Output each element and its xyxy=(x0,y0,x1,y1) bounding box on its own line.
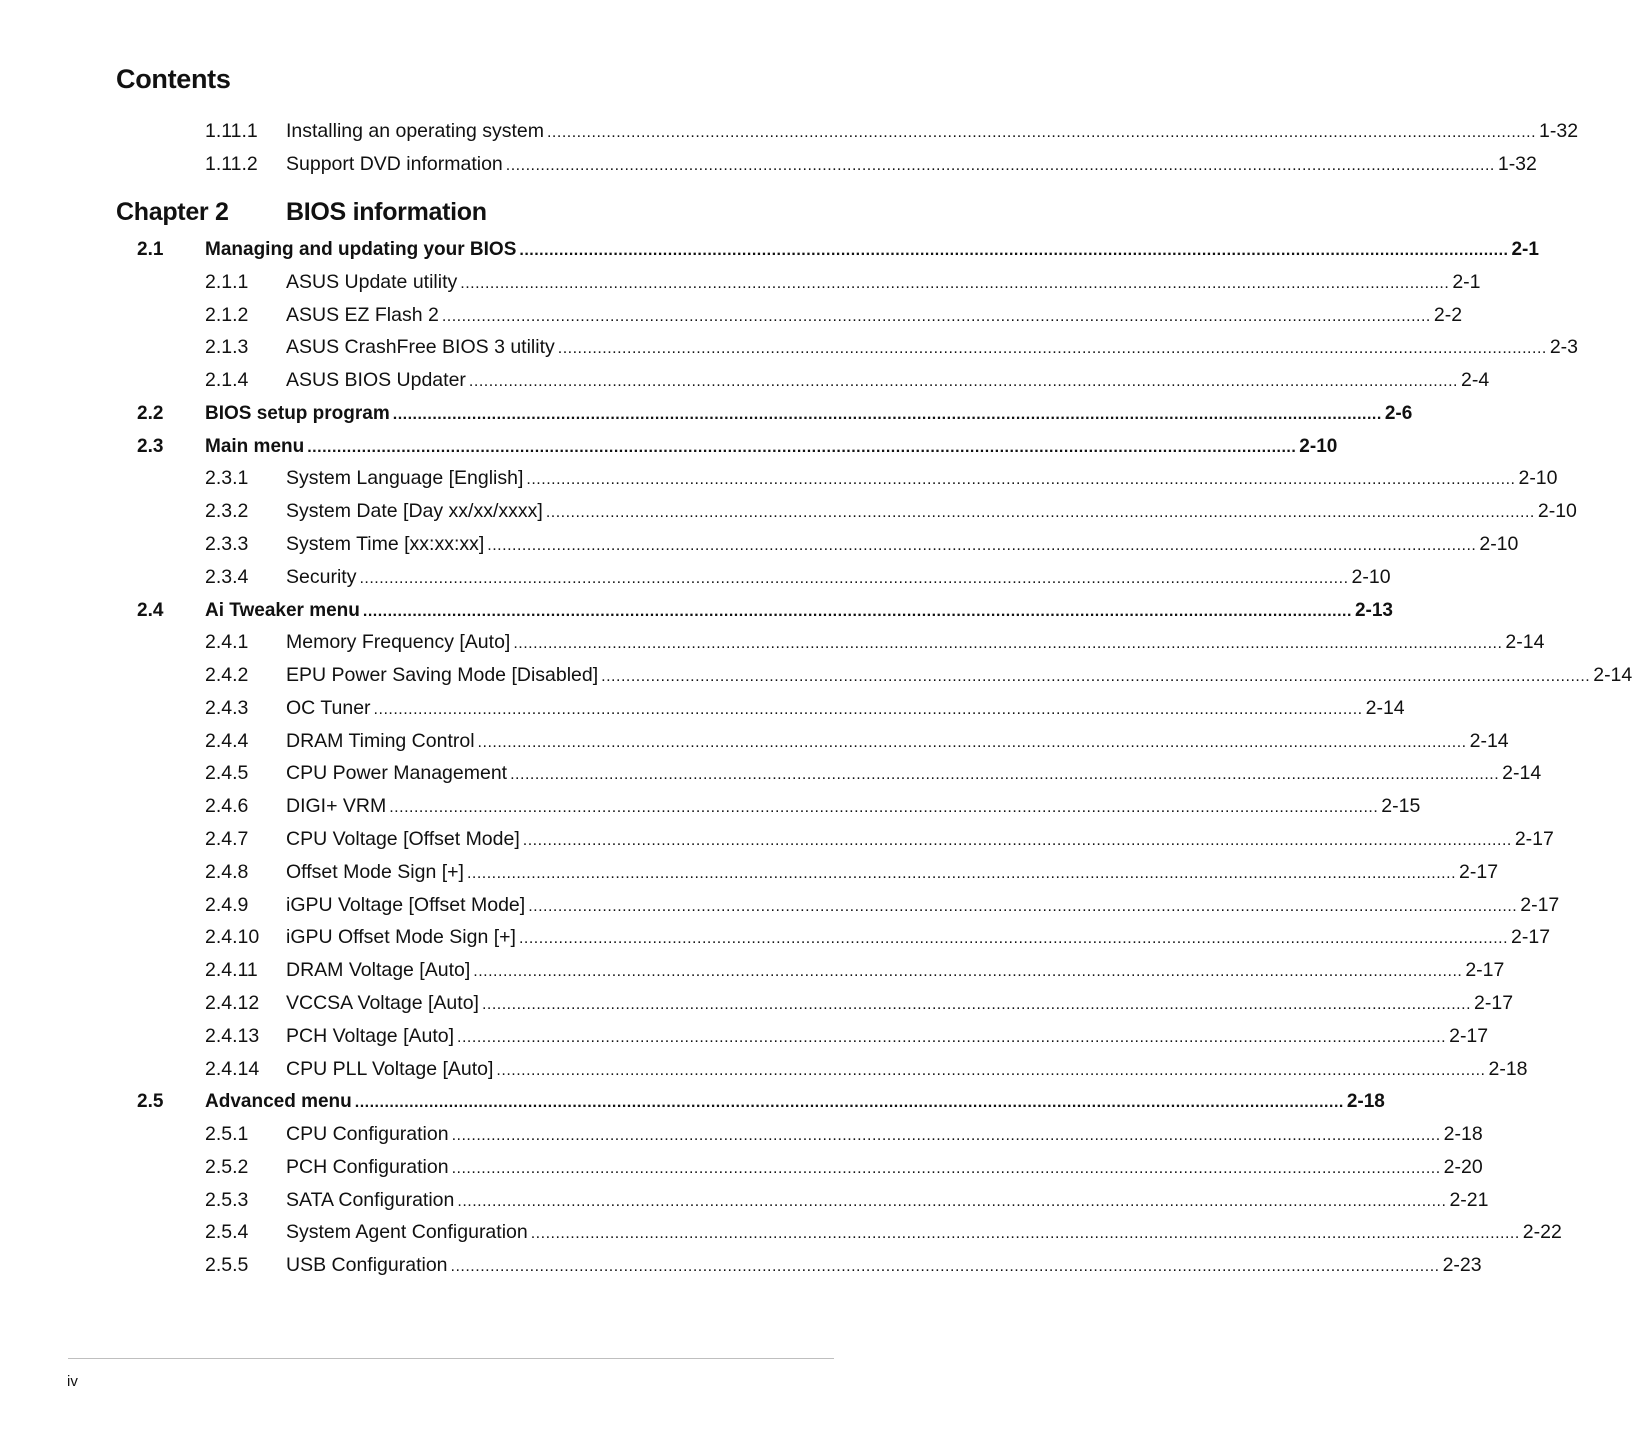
page-title: Contents xyxy=(116,64,231,94)
toc-subsection-row[interactable] xyxy=(0,331,1579,364)
toc-subsection-row[interactable] xyxy=(0,921,1551,954)
toc-entry-number: 2.3.1 xyxy=(205,467,249,490)
toc-entry-number: 2.4.3 xyxy=(205,696,249,719)
toc-entry-title: Managing and updating your BIOS xyxy=(205,239,517,260)
dot-leader: ........................................................................................................................................................................................................ xyxy=(545,504,1535,522)
toc-entry-number: 2.5.5 xyxy=(205,1254,249,1277)
toc-entry-leader xyxy=(286,1118,1483,1152)
toc-subsection-row[interactable] xyxy=(0,889,1560,922)
dot-leader: ........................................................................................................................................................................................................ xyxy=(487,537,1477,555)
dot-leader: ........................................................................................................................................................................................................ xyxy=(359,569,1349,587)
toc-entry-leader xyxy=(205,397,1413,431)
toc-entry-leader xyxy=(286,757,1542,791)
dot-leader: ........................................................................................................................................................................................................ xyxy=(450,1258,1440,1276)
toc-entry-page: 2-17 xyxy=(1474,991,1514,1014)
dot-leader: ........................................................................................................................................................................................................ xyxy=(481,995,1472,1013)
toc-entry-leader xyxy=(286,1216,1562,1250)
toc-entry-number: 2.4.1 xyxy=(205,631,249,654)
dot-leader: ........................................................................................................................................................................................................ xyxy=(460,274,1450,292)
toc-entry-page: 1-32 xyxy=(1497,153,1537,176)
toc-entry-page: 2-18 xyxy=(1346,1091,1385,1113)
toc-entry-title: CPU Voltage [Offset Mode] xyxy=(286,828,520,851)
toc-subsection-row[interactable] xyxy=(0,1184,1489,1217)
toc-entry-leader xyxy=(286,954,1505,988)
toc-subsection-row[interactable] xyxy=(0,757,1542,790)
toc-entry-number: 2.4.10 xyxy=(205,926,260,949)
toc-entry-page: 2-3 xyxy=(1549,336,1579,359)
dot-leader: ........................................................................................................................................................................................................ xyxy=(530,1225,1520,1243)
toc-entry-title: Memory Frequency [Auto] xyxy=(286,631,511,654)
toc-subsection-row[interactable] xyxy=(0,364,1490,397)
toc-entry-leader xyxy=(286,1020,1489,1054)
toc-entry-number: 2.5.4 xyxy=(205,1221,249,1244)
toc-section-row[interactable] xyxy=(0,233,1539,266)
dot-leader: ........................................................................................................................................................................................................ xyxy=(441,307,1431,325)
chapter-title: BIOS information xyxy=(286,198,487,226)
toc-entry-page: 2-18 xyxy=(1443,1123,1483,1146)
toc-entry-leader xyxy=(286,1151,1483,1185)
toc-section-row[interactable] xyxy=(0,430,1338,463)
dot-leader: ........................................................................................................................................................................................................ xyxy=(307,438,1297,456)
toc-entry-title: iGPU Offset Mode Sign [+] xyxy=(286,926,516,949)
toc-entry-number: 2.4.8 xyxy=(205,860,249,883)
toc-entry-number: 2.1.3 xyxy=(205,336,249,359)
toc-entry-number: 1.11.2 xyxy=(205,153,258,176)
dot-leader: ........................................................................................................................................................................................................ xyxy=(513,635,1503,653)
toc-entry-page: 2-17 xyxy=(1514,828,1554,851)
toc-entry-number: 2.1.4 xyxy=(205,369,249,392)
toc-entry-page: 2-14 xyxy=(1365,696,1405,719)
toc-entry-page: 2-10 xyxy=(1479,533,1519,556)
toc-subsection-row[interactable] xyxy=(0,1020,1489,1053)
toc-subsection-row[interactable] xyxy=(0,528,1519,561)
toc-entry-number: 2.4 xyxy=(137,599,164,621)
toc-entry-page: 2-14 xyxy=(1469,729,1509,752)
toc-entry-number: 2.1.1 xyxy=(205,270,249,293)
toc-entry-page: 2-17 xyxy=(1520,893,1560,916)
toc-subsection-row[interactable] xyxy=(0,561,1391,594)
toc-entry-page: 2-21 xyxy=(1449,1188,1489,1211)
toc-entry-leader xyxy=(286,856,1499,890)
toc-entry-title: OC Tuner xyxy=(286,696,371,719)
toc-entry-number: 2.4.13 xyxy=(205,1024,260,1047)
toc-entry-title: Advanced menu xyxy=(205,1091,352,1113)
toc-entry-number: 2.4.6 xyxy=(205,795,249,818)
toc-entry-page: 2-13 xyxy=(1354,599,1393,621)
toc-entry-page: 2-17 xyxy=(1465,959,1505,982)
toc-entry-leader xyxy=(286,266,1481,300)
toc-entry-page: 2-10 xyxy=(1299,435,1338,457)
toc-subsection-row[interactable] xyxy=(0,148,1537,181)
toc-entry-number: 2.2 xyxy=(137,402,164,424)
toc-entry-leader xyxy=(286,889,1560,923)
dot-leader: ........................................................................................................................................................................................................ xyxy=(546,124,1537,141)
toc-subsection-row[interactable] xyxy=(0,1249,1482,1282)
toc-entry-number: 2.1.2 xyxy=(205,303,249,326)
toc-subsection-row[interactable] xyxy=(0,299,1463,332)
toc-subsection-row[interactable] xyxy=(0,1118,1483,1151)
toc-entry-page: 2-1 xyxy=(1452,270,1481,293)
toc-entry-page: 2-6 xyxy=(1384,402,1413,424)
toc-entry-page: 2-17 xyxy=(1511,926,1551,949)
toc-entry-leader xyxy=(286,528,1519,562)
toc-entry-leader xyxy=(286,115,1579,149)
dot-leader: ........................................................................................................................................................................................................ xyxy=(457,1192,1447,1210)
toc-entry-title: Security xyxy=(286,565,357,588)
dot-leader: ........................................................................................................................................................................................................ xyxy=(468,373,1458,391)
toc-entry-page: 2-22 xyxy=(1522,1221,1562,1244)
toc-entry-page: 2-10 xyxy=(1351,565,1391,588)
toc-entry-page: 2-10 xyxy=(1537,500,1577,523)
toc-subsection-row[interactable] xyxy=(0,823,1554,856)
toc-entry-page: 2-14 xyxy=(1502,762,1542,785)
toc-entry-title: CPU PLL Voltage [Auto] xyxy=(286,1057,494,1080)
toc-entry-leader xyxy=(286,495,1577,529)
toc-entry-title: ASUS EZ Flash 2 xyxy=(286,303,439,326)
dot-leader: ........................................................................................................................................................................................................ xyxy=(518,930,1509,948)
toc-entry-number: 2.5.2 xyxy=(205,1155,249,1178)
toc-entry-leader xyxy=(205,233,1539,267)
toc-section-row[interactable] xyxy=(0,397,1413,430)
toc-entry-title: PCH Voltage [Auto] xyxy=(286,1024,455,1047)
toc-subsection-row[interactable] xyxy=(0,462,1558,495)
toc-subsection-row[interactable] xyxy=(0,626,1545,659)
dot-leader: ........................................................................................................................................................................................................ xyxy=(354,1094,1344,1112)
toc-entry-page: 2-23 xyxy=(1442,1254,1482,1277)
toc-entry-leader xyxy=(286,725,1509,759)
toc-entry-number: 2.4.4 xyxy=(205,729,249,752)
toc-entry-page: 1-32 xyxy=(1539,120,1579,142)
dot-leader: ........................................................................................................................................................................................................ xyxy=(526,471,1516,489)
dot-leader: ........................................................................................................................................................................................................ xyxy=(373,700,1363,718)
toc-entry-title: DIGI+ VRM xyxy=(286,795,387,818)
toc-entry-title: System Language [English] xyxy=(286,467,524,490)
toc-entry-number: 2.4.5 xyxy=(205,762,249,785)
toc-entry-number: 2.4.14 xyxy=(205,1057,260,1080)
chapter-number: Chapter 2 xyxy=(116,198,229,226)
toc-entry-title: BIOS setup program xyxy=(205,402,390,424)
toc-subsection-row[interactable] xyxy=(0,725,1509,758)
toc-entry-title: USB Configuration xyxy=(286,1254,448,1277)
dot-leader: ........................................................................................................................................................................................................ xyxy=(496,1061,1486,1079)
toc-subsection-row[interactable] xyxy=(0,115,1579,148)
dot-leader: ........................................................................................................................................................................................................ xyxy=(519,242,1509,259)
dot-leader: ........................................................................................................................................................................................................ xyxy=(473,963,1463,981)
toc-entry-leader xyxy=(286,1053,1528,1087)
toc-entry-title: EPU Power Saving Mode [Disabled] xyxy=(286,664,599,687)
toc-entry-page: 2-14 xyxy=(1505,631,1545,654)
toc-entry-title: System Agent Configuration xyxy=(286,1221,528,1244)
footer-divider xyxy=(68,1358,834,1359)
toc-entry-title: ASUS CrashFree BIOS 3 utility xyxy=(286,336,555,359)
toc-entry-title: System Time [xx:xx:xx] xyxy=(286,533,485,556)
toc-entry-page: 2-18 xyxy=(1488,1057,1528,1080)
dot-leader: ........................................................................................................................................................................................................ xyxy=(451,1159,1441,1177)
toc-entry-leader xyxy=(286,299,1463,333)
toc-entry-leader xyxy=(286,561,1391,595)
toc-subsection-row[interactable] xyxy=(0,856,1499,889)
toc-entry-leader xyxy=(286,626,1545,660)
toc-entry-title: SATA Configuration xyxy=(286,1188,455,1211)
toc-entry-title: PCH Configuration xyxy=(286,1155,449,1178)
toc-section-row[interactable] xyxy=(0,594,1393,627)
toc-entry-leader xyxy=(286,790,1421,824)
toc-subsection-row[interactable] xyxy=(0,659,1632,692)
dot-leader: ........................................................................................................................................................................................................ xyxy=(389,799,1379,817)
toc-entry-leader xyxy=(205,1085,1385,1119)
toc-subsection-row[interactable] xyxy=(0,987,1514,1020)
toc-entry-title: CPU Power Management xyxy=(286,762,508,785)
toc-entry-leader xyxy=(205,430,1338,464)
toc-entry-leader xyxy=(286,659,1632,693)
toc-entry-leader xyxy=(205,594,1393,628)
dot-leader: ........................................................................................................................................................................................................ xyxy=(557,340,1547,358)
toc-subsection-row[interactable] xyxy=(0,790,1421,823)
toc-entry-leader xyxy=(286,148,1537,182)
toc-entry-leader xyxy=(286,921,1551,955)
toc-subsection-row[interactable] xyxy=(0,1151,1483,1184)
toc-entry-title: DRAM Timing Control xyxy=(286,729,475,752)
toc-subsection-row[interactable] xyxy=(0,954,1505,987)
toc-entry-number: 2.5.1 xyxy=(205,1123,249,1146)
toc-entry-number: 2.4.7 xyxy=(205,828,249,851)
dot-leader: ........................................................................................................................................................................................................ xyxy=(451,1127,1441,1145)
toc-entry-number: 1.11.1 xyxy=(205,120,258,142)
toc-entry-page: 2-1 xyxy=(1511,239,1539,260)
toc-entry-page: 2-4 xyxy=(1460,369,1490,392)
dot-leader: ........................................................................................................................................................................................................ xyxy=(601,668,1591,686)
toc-entry-page: 2-20 xyxy=(1443,1155,1483,1178)
dot-leader: ........................................................................................................................................................................................................ xyxy=(457,1028,1447,1046)
toc-entry-number: 2.3.3 xyxy=(205,533,249,556)
dot-leader: ........................................................................................................................................................................................................ xyxy=(362,602,1352,620)
toc-entry-page: 2-17 xyxy=(1459,860,1499,883)
toc-entry-leader xyxy=(286,331,1579,365)
toc-entry-number: 2.4.9 xyxy=(205,893,249,916)
toc-entry-title: ASUS BIOS Updater xyxy=(286,369,466,392)
toc-entry-title: VCCSA Voltage [Auto] xyxy=(286,991,479,1014)
toc-entry-title: ASUS Update utility xyxy=(286,270,458,293)
toc-subsection-row[interactable] xyxy=(0,495,1577,528)
toc-subsection-row[interactable] xyxy=(0,1053,1528,1086)
toc-entry-number: 2.5.3 xyxy=(205,1188,249,1211)
toc-entry-leader xyxy=(286,1184,1489,1218)
dot-leader: ........................................................................................................................................................................................................ xyxy=(505,157,1495,175)
toc-entry-title: CPU Configuration xyxy=(286,1123,449,1146)
toc-entry-leader xyxy=(286,1249,1482,1283)
toc-entry-number: 2.3 xyxy=(137,435,164,457)
toc-entry-title: DRAM Voltage [Auto] xyxy=(286,959,471,982)
toc-entry-number: 2.5 xyxy=(137,1091,164,1113)
toc-entry-title: iGPU Voltage [Offset Mode] xyxy=(286,893,526,916)
toc-entry-leader xyxy=(286,823,1554,857)
page-number: iv xyxy=(67,1373,78,1390)
dot-leader: ........................................................................................................................................................................................................ xyxy=(528,897,1518,915)
dot-leader: ........................................................................................................................................................................................................ xyxy=(510,766,1500,784)
toc-entry-page: 2-14 xyxy=(1593,664,1632,687)
toc-entry-leader xyxy=(286,987,1514,1021)
toc-entry-title: System Date [Day xx/xx/xxxx] xyxy=(286,500,543,523)
toc-entry-number: 2.1 xyxy=(137,239,164,260)
toc-entry-page: 2-10 xyxy=(1518,467,1558,490)
dot-leader: ........................................................................................................................................................................................................ xyxy=(392,405,1382,423)
toc-entry-title: Main menu xyxy=(205,435,305,457)
toc-entry-number: 2.4.11 xyxy=(205,959,258,982)
toc-subsection-row[interactable] xyxy=(0,266,1481,299)
toc-entry-number: 2.4.12 xyxy=(205,991,260,1014)
toc-entry-title: Installing an operating system xyxy=(286,120,544,142)
dot-leader: ........................................................................................................................................................................................................ xyxy=(522,832,1512,850)
dot-leader: ........................................................................................................................................................................................................ xyxy=(466,864,1457,882)
toc-entry-title: Ai Tweaker menu xyxy=(205,599,360,621)
toc-subsection-row[interactable] xyxy=(0,692,1405,725)
toc-entry-number: 2.4.2 xyxy=(205,664,249,687)
toc-entry-title: Offset Mode Sign [+] xyxy=(286,860,464,883)
toc-entry-page: 2-17 xyxy=(1449,1024,1489,1047)
toc-entry-page: 2-15 xyxy=(1381,795,1421,818)
toc-entry-leader xyxy=(286,462,1558,496)
toc-section-row[interactable] xyxy=(0,1085,1385,1118)
toc-entry-leader xyxy=(286,692,1405,726)
toc-entry-page: 2-2 xyxy=(1433,303,1463,326)
toc-entry-title: Support DVD information xyxy=(286,153,503,176)
toc-entry-number: 2.3.4 xyxy=(205,565,249,588)
toc-entry-number: 2.3.2 xyxy=(205,500,249,523)
toc-subsection-row[interactable] xyxy=(0,1216,1562,1249)
dot-leader: ........................................................................................................................................................................................................ xyxy=(477,733,1467,751)
toc-entry-leader xyxy=(286,364,1490,398)
